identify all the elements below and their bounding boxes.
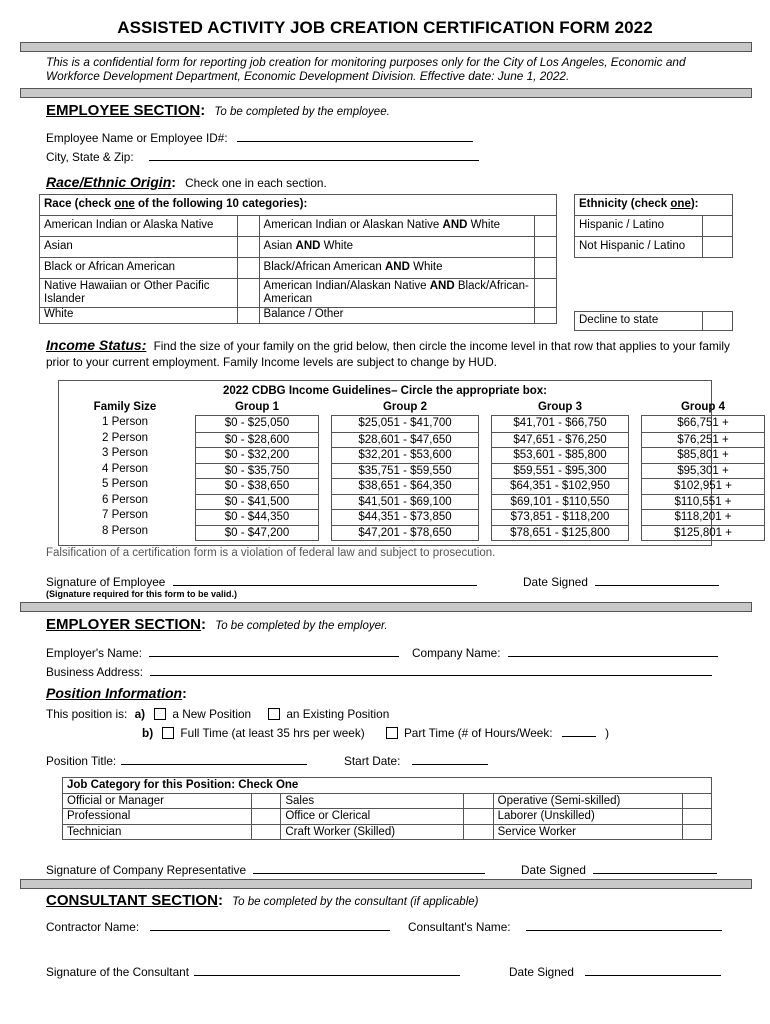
- employee-city-label: City, State & Zip:: [46, 150, 134, 164]
- employee-name-label: Employee Name or Employee ID#:: [46, 131, 228, 145]
- company-name-row: [412, 645, 718, 660]
- section-divider: [20, 88, 752, 98]
- job-row: [63, 809, 712, 825]
- consultant-date-row: [509, 964, 721, 979]
- race-heading: Race/Ethnic Origin: [46, 174, 172, 190]
- income-range-cell[interactable]: $32,201 - $53,600: [332, 447, 478, 463]
- business-address-row: [46, 664, 712, 679]
- ethnicity-option-label: Hispanic / Latino: [575, 216, 703, 237]
- job-option-label: Operative (Semi-skilled): [493, 793, 682, 809]
- income-range-cell[interactable]: $41,501 - $69,100: [332, 494, 478, 510]
- full-time-label: Full Time (at least 35 hrs per week): [180, 726, 365, 740]
- income-table: [58, 380, 732, 546]
- part-time-checkbox[interactable]: [386, 727, 398, 739]
- decline-checkbox[interactable]: [703, 312, 733, 331]
- family-size-cell: 5 Person: [101, 478, 149, 490]
- position-header: Position Information:: [46, 685, 187, 701]
- employee-section-note: To be completed by the employee.: [214, 106, 390, 118]
- income-range-cell[interactable]: $69,101 - $110,550: [492, 494, 628, 510]
- rep-date-label: Date Signed: [521, 863, 586, 877]
- race-table-header: Race (check one of the following 10 categories):: [40, 195, 557, 216]
- job-option-label: Office or Clerical: [281, 809, 464, 825]
- race-header: Race/Ethnic Origin: Check one in each section.: [46, 174, 327, 190]
- race-table: [39, 194, 557, 324]
- job-checkbox[interactable]: [682, 809, 711, 825]
- job-category-table: [62, 777, 712, 840]
- race-option-label: Black or African American: [40, 258, 238, 279]
- income-range-cell[interactable]: $95,301 +: [642, 463, 764, 479]
- race-option-label: American Indian/Alaskan Native AND Black/African-American: [259, 279, 534, 308]
- race-option-label: Native Hawaiian or Other Pacific Islander: [40, 279, 238, 308]
- income-range-cell[interactable]: $0 - $44,350: [196, 509, 318, 525]
- employee-section-heading: EMPLOYEE SECTION: [46, 102, 201, 119]
- signature-note: (Signature required for this form to be valid.): [46, 589, 238, 599]
- consultant-section-note: To be completed by the consultant (if applicable): [232, 896, 479, 908]
- consultant-signature-field[interactable]: [194, 964, 460, 976]
- ethnicity-option-label: Not Hispanic / Latino: [575, 237, 703, 258]
- company-name-label: Company Name:: [412, 646, 501, 660]
- part-time-hours-field[interactable]: [562, 725, 596, 737]
- race-option-label: White: [40, 308, 238, 324]
- race-row: [40, 308, 557, 324]
- income-range-cell[interactable]: $0 - $32,200: [196, 447, 318, 463]
- job-checkbox[interactable]: [251, 824, 280, 840]
- income-range-cell[interactable]: $76,251 +: [642, 432, 764, 448]
- form-title: ASSISTED ACTIVITY JOB CREATION CERTIFICATION FORM 2022: [117, 18, 653, 37]
- start-date-label: Start Date:: [344, 754, 401, 768]
- contractor-name-label: Contractor Name:: [46, 920, 140, 934]
- income-range-cell[interactable]: $35,751 - $59,550: [332, 463, 478, 479]
- decline-table: [574, 311, 733, 331]
- race-checkbox[interactable]: [535, 237, 557, 258]
- race-checkbox[interactable]: [237, 216, 259, 237]
- employee-date-field[interactable]: [595, 574, 719, 586]
- race-row: [40, 258, 557, 279]
- employee-name-field[interactable]: [237, 130, 473, 142]
- income-range-cell[interactable]: $85,801 +: [642, 447, 764, 463]
- ethnicity-checkbox[interactable]: [703, 216, 733, 237]
- section-divider: [20, 602, 752, 612]
- income-range-cell[interactable]: $73,851 - $118,200: [492, 509, 628, 525]
- income-range-cell[interactable]: $28,601 - $47,650: [332, 432, 478, 448]
- job-option-label: Service Worker: [493, 824, 682, 840]
- job-option-label: Sales: [281, 793, 464, 809]
- race-option-label: American Indian or Alaskan Native AND White: [259, 216, 534, 237]
- income-column-header: Group 4: [680, 401, 726, 413]
- intro-text: This is a confidential form for reporting job creation for monitoring purposes only for the City of Los Angeles, Economic and Workforce Development Department, Economic Development Division. Effective date: June 1, 2022.: [46, 55, 686, 83]
- race-checkbox[interactable]: [237, 279, 259, 308]
- employee-city-row: [46, 149, 479, 164]
- consultant-date-field[interactable]: [585, 964, 721, 976]
- income-range-cell[interactable]: $41,701 - $66,750: [513, 417, 607, 429]
- employer-name-row: [46, 645, 399, 660]
- income-range-cell[interactable]: $25,051 - $41,700: [358, 417, 452, 429]
- income-range-cell[interactable]: $0 - $47,200: [196, 525, 318, 541]
- falsification-notice: Falsification of a certification form is a violation of federal law and subject to prosecution.: [46, 547, 496, 559]
- consultant-name-row: [408, 919, 722, 934]
- employee-city-field[interactable]: [149, 149, 479, 161]
- section-divider: [20, 42, 752, 52]
- income-heading: Income Status:: [46, 337, 147, 353]
- rep-signature-row: [46, 862, 485, 877]
- new-position-checkbox[interactable]: [154, 708, 166, 720]
- race-checkbox[interactable]: [535, 279, 557, 308]
- income-range-cell[interactable]: $38,651 - $64,350: [332, 478, 478, 494]
- family-size-cell: 7 Person: [101, 509, 149, 521]
- job-option-label: Craft Worker (Skilled): [281, 824, 464, 840]
- race-checkbox[interactable]: [237, 258, 259, 279]
- job-checkbox[interactable]: [464, 793, 493, 809]
- race-checkbox[interactable]: [237, 308, 259, 324]
- income-intro: [46, 338, 736, 371]
- job-checkbox[interactable]: [251, 809, 280, 825]
- family-size-column: [67, 399, 183, 541]
- income-range-cell[interactable]: $53,601 - $85,800: [492, 447, 628, 463]
- income-range-cell[interactable]: $0 - $35,750: [196, 463, 318, 479]
- income-range-cell[interactable]: $118,201 +: [642, 509, 764, 525]
- job-option-label: Professional: [63, 809, 252, 825]
- income-range-cell[interactable]: $0 - $41,500: [196, 494, 318, 510]
- consultant-section-heading: CONSULTANT SECTION: [46, 892, 218, 909]
- ethnicity-header: Ethnicity (check one):: [575, 195, 733, 216]
- income-column-header: Group 3: [537, 401, 583, 413]
- income-range-cell[interactable]: $0 - $38,650: [196, 478, 318, 494]
- business-address-field[interactable]: [150, 664, 712, 676]
- job-row: [63, 793, 712, 809]
- employee-date-row: [523, 574, 719, 589]
- job-checkbox[interactable]: [464, 809, 493, 825]
- race-checkbox[interactable]: [237, 237, 259, 258]
- rep-date-row: [521, 862, 717, 877]
- position-title-label: Position Title:: [46, 754, 117, 768]
- income-text: Find the size of your family on the grid below, then circle the income level in that row that applies to your family prior to your current employment. Family Income levels are subject to change by HUD.: [46, 339, 730, 369]
- consultant-name-label: Consultant's Name:: [408, 920, 511, 934]
- new-position-label: a New Position: [172, 707, 252, 721]
- employee-signature-field[interactable]: [173, 574, 477, 586]
- employee-date-label: Date Signed: [523, 575, 588, 589]
- employer-name-label: Employer's Name:: [46, 646, 142, 660]
- income-column-header: Family Size: [93, 401, 157, 413]
- income-grid: [59, 399, 732, 541]
- race-option-label: Asian AND White: [259, 237, 534, 258]
- family-size-cell: 8 Person: [101, 524, 149, 537]
- income-range-cell[interactable]: $59,551 - $95,300: [492, 463, 628, 479]
- job-option-label: Official or Manager: [63, 793, 252, 809]
- income-group-column: [641, 399, 765, 541]
- consultant-date-label: Date Signed: [509, 965, 574, 979]
- income-group-column: [195, 399, 319, 541]
- family-size-cell: 2 Person: [101, 431, 149, 444]
- contractor-name-field[interactable]: [150, 919, 390, 931]
- race-row: [40, 237, 557, 258]
- company-name-field[interactable]: [508, 645, 718, 657]
- job-category-header: Job Category for this Position: Check One: [63, 778, 712, 794]
- race-row: [40, 216, 557, 237]
- employer-section-heading: EMPLOYER SECTION: [46, 616, 202, 633]
- job-checkbox[interactable]: [682, 824, 711, 840]
- income-column-header: Group 2: [382, 401, 428, 413]
- race-option-label: Balance / Other: [259, 308, 534, 324]
- race-option-label: Black/African American AND White: [259, 258, 534, 279]
- race-option-label: Asian: [40, 237, 238, 258]
- start-date-field[interactable]: [412, 753, 488, 765]
- employee-signature-row: [46, 574, 477, 589]
- employer-name-field[interactable]: [149, 645, 399, 657]
- income-range-cell[interactable]: $66,751 +: [677, 417, 729, 429]
- position-is-label: This position is:: [46, 707, 128, 721]
- existing-position-checkbox[interactable]: [268, 708, 280, 720]
- job-row: [63, 824, 712, 840]
- existing-position-label: an Existing Position: [286, 707, 390, 721]
- race-note: Check one in each section.: [185, 176, 327, 190]
- job-checkbox[interactable]: [682, 793, 711, 809]
- job-option-label: Laborer (Unskilled): [493, 809, 682, 825]
- consultant-section-header: CONSULTANT SECTION: To be completed by the consultant (if applicable): [46, 892, 479, 909]
- consultant-signature-row: [46, 964, 460, 979]
- rep-date-field[interactable]: [593, 862, 717, 874]
- employee-section-header: EMPLOYEE SECTION: To be completed by the employee.: [46, 102, 390, 119]
- position-type-row: This position is: a) a New Position an Existing Position: [46, 707, 390, 721]
- income-range-cell[interactable]: $47,201 - $78,650: [332, 525, 478, 541]
- ethnicity-checkbox[interactable]: [703, 237, 733, 258]
- rep-signature-label: Signature of Company Representative: [46, 863, 247, 877]
- position-title-field[interactable]: [121, 753, 307, 765]
- race-checkbox[interactable]: [535, 216, 557, 237]
- race-row: [40, 279, 557, 308]
- income-range-cell[interactable]: $44,351 - $73,850: [332, 509, 478, 525]
- income-group-column: [331, 399, 479, 541]
- income-table-title: 2022 CDBG Income Guidelines– Circle the appropriate box:: [222, 385, 547, 397]
- full-time-checkbox[interactable]: [162, 727, 174, 739]
- employer-section-header: EMPLOYER SECTION: To be completed by the employer.: [46, 616, 388, 633]
- section-divider: [20, 879, 752, 889]
- income-range-cell[interactable]: $0 - $25,050: [224, 417, 290, 429]
- income-group-column: [491, 399, 629, 541]
- family-size-cell: 4 Person: [101, 462, 149, 475]
- part-time-label: Part Time (# of Hours/Week:: [403, 726, 553, 740]
- income-range-cell[interactable]: $0 - $28,600: [196, 432, 318, 448]
- decline-label: Decline to state: [575, 312, 703, 331]
- job-checkbox[interactable]: [251, 793, 280, 809]
- income-range-cell[interactable]: $102,951 +: [642, 478, 764, 494]
- start-date-row: [344, 753, 488, 768]
- income-range-cell[interactable]: $47,651 - $76,250: [492, 432, 628, 448]
- race-checkbox[interactable]: [535, 258, 557, 279]
- income-range-cell[interactable]: $110,551 +: [642, 494, 764, 510]
- race-option-label: American Indian or Alaska Native: [40, 216, 238, 237]
- family-size-cell: 1 Person: [101, 416, 149, 428]
- race-checkbox[interactable]: [535, 308, 557, 324]
- rep-signature-field[interactable]: [253, 862, 485, 874]
- job-checkbox[interactable]: [464, 824, 493, 840]
- consultant-name-field[interactable]: [526, 919, 722, 931]
- employee-signature-label: Signature of Employee: [46, 575, 166, 589]
- income-range-cell[interactable]: $125,801 +: [642, 525, 764, 541]
- income-column-header: Group 1: [234, 401, 280, 413]
- income-range-cell[interactable]: $64,351 - $102,950: [492, 478, 628, 494]
- employee-name-row: [46, 130, 473, 145]
- consultant-signature-label: Signature of the Consultant: [46, 965, 189, 979]
- job-option-label: Technician: [63, 824, 252, 840]
- employer-section-note: To be completed by the employer.: [215, 620, 388, 632]
- business-address-label: Business Address:: [46, 665, 144, 679]
- ethnicity-table: [574, 194, 733, 258]
- position-title-row: [46, 753, 307, 768]
- family-size-cell: 3 Person: [101, 447, 149, 459]
- position-heading: Position Information: [46, 685, 183, 701]
- income-range-cell[interactable]: $78,651 - $125,800: [492, 525, 628, 541]
- contractor-name-row: [46, 919, 390, 934]
- position-hours-row: b) Full Time (at least 35 hrs per week) Part Time (# of Hours/Week: ): [142, 726, 610, 740]
- family-size-cell: 6 Person: [101, 493, 149, 506]
